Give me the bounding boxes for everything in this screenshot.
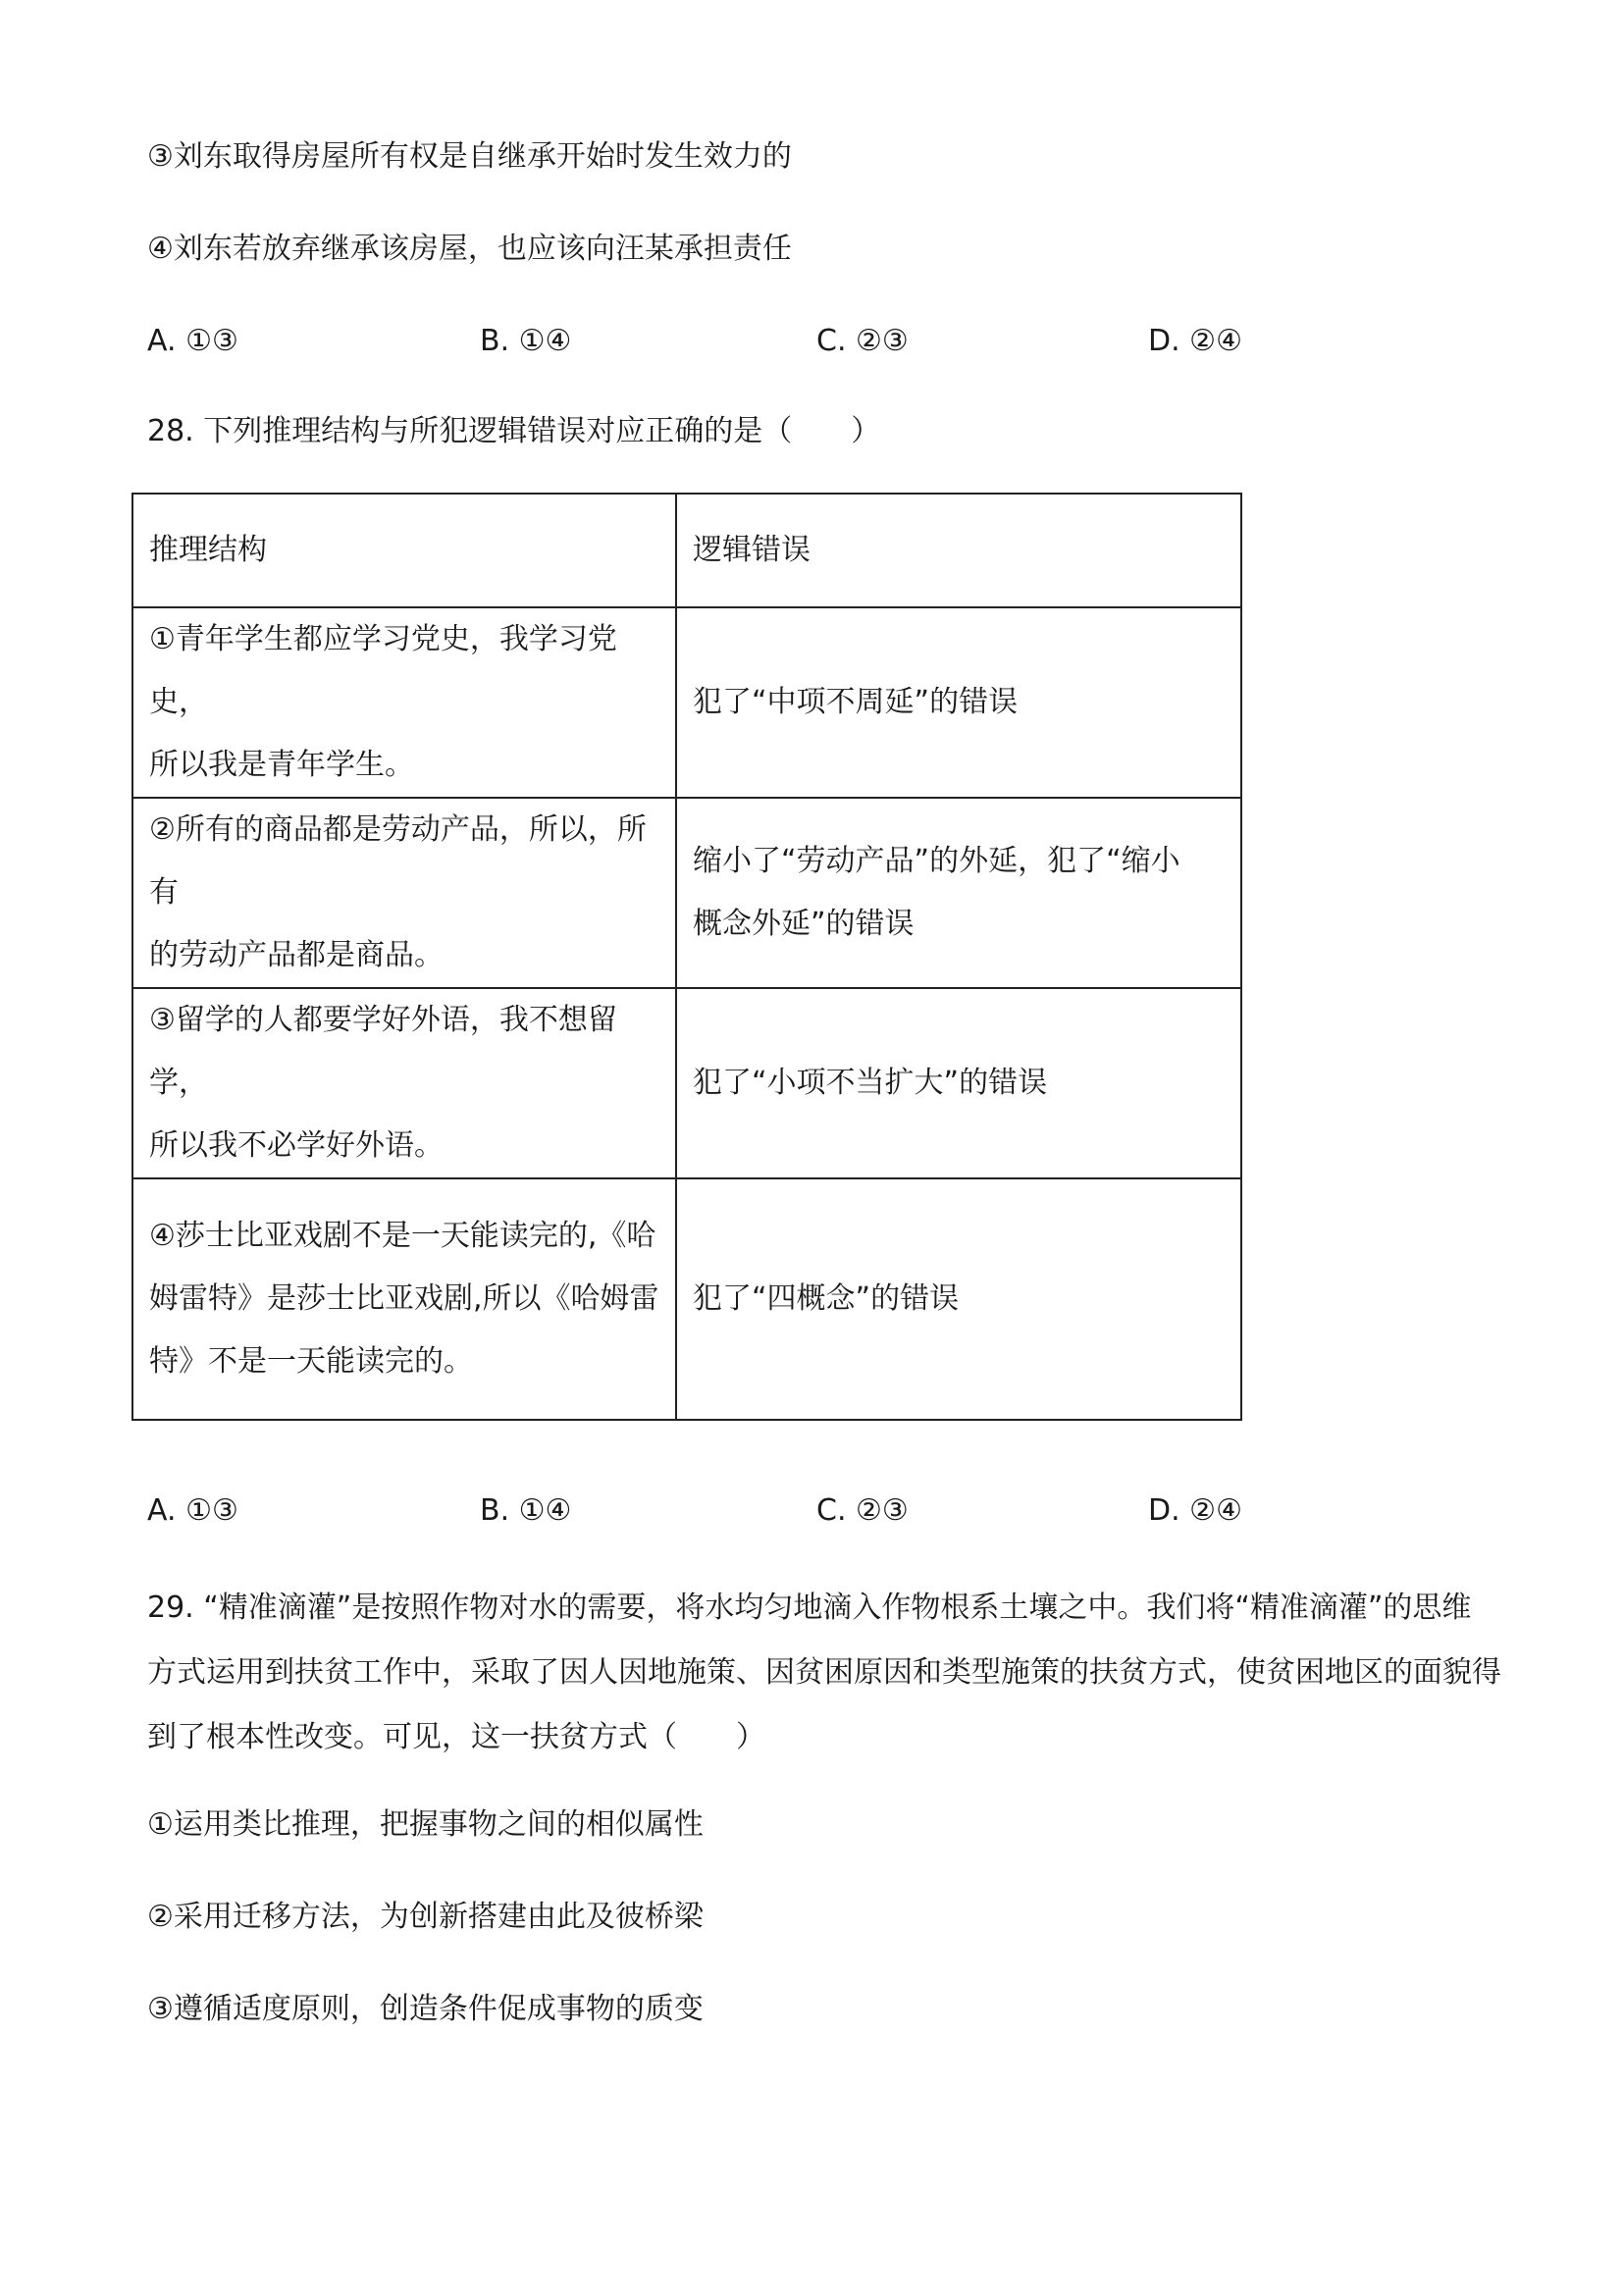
header-structure: 推理结构 (132, 494, 676, 607)
statement-4: ④刘东若放弃继承该房屋，也应该向汪某承担责任 (147, 232, 792, 266)
stem-line: 29. “精准滴灌”是按照作物对水的需要，将水均匀地滴入作物根系土壤之中。我们将“精准滴灌”的思维 (147, 1591, 1472, 1625)
cell-line: 概念外延”的错误 (693, 907, 915, 941)
cell-line: ③留学的人都要学好外语，我不想留学， (149, 1003, 617, 1100)
q28-options (147, 1491, 1325, 1531)
cell-line: 犯了“中项不周延”的错误 (693, 685, 1019, 719)
option-c: C. ②③ (816, 324, 909, 358)
statement-3: ③刘东取得房屋所有权是自继承开始时发生效力的 (147, 139, 792, 174)
option-d: D. ②④ (1148, 1493, 1242, 1528)
cell-line: ④莎士比亚戏剧不是一天能读完的,《哈 (149, 1219, 656, 1253)
table-header-row (132, 494, 1241, 607)
table-row (132, 607, 1241, 798)
option-b: B. ①④ (480, 1493, 572, 1528)
q29-statement-2: ②采用迁移方法，为创新搭建由此及彼桥梁 (147, 1900, 704, 1934)
option-b: B. ①④ (480, 324, 572, 358)
cell-line: 姆雷特》是莎士比亚戏剧,所以《哈姆雷 (149, 1281, 659, 1316)
table-row (132, 1178, 1241, 1420)
cell-line: ①青年学生都应学习党史，我学习党史， (149, 622, 617, 719)
q28-stem: 28. 下列推理结构与所犯逻辑错误对应正确的是（ ） (147, 414, 881, 448)
cell-line: 特》不是一天能读完的。 (149, 1344, 473, 1379)
option-c: C. ②③ (816, 1493, 909, 1528)
prev-question-options (147, 322, 1325, 361)
reasoning-table (131, 493, 1242, 1421)
error-cell (676, 988, 1241, 1178)
option-a: A. ①③ (147, 1493, 238, 1528)
q29-statement-3: ③遵循适度原则，创造条件促成事物的质变 (147, 1992, 704, 2026)
table-row (132, 798, 1241, 988)
option-a: A. ①③ (147, 324, 238, 358)
cell-line: 的劳动产品都是商品。 (149, 938, 444, 972)
table-row (132, 988, 1241, 1178)
error-cell (676, 607, 1241, 798)
stem-line: 到了根本性改变。可见，这一扶贫方式（ ） (147, 1720, 765, 1754)
cell-line: 缩小了“劳动产品”的外延，犯了“缩小 (693, 844, 1180, 878)
q29-stem (147, 1576, 1501, 1770)
structure-cell (132, 607, 676, 798)
cell-line: 犯了“四概念”的错误 (693, 1281, 960, 1316)
stem-line: 方式运用到扶贫工作中，采取了因人因地施策、因贫困原因和类型施策的扶贫方式，使贫困地区的面貌得 (147, 1655, 1501, 1690)
cell-line: 所以我不必学好外语。 (149, 1128, 444, 1163)
option-d: D. ②④ (1148, 324, 1242, 358)
error-cell (676, 1178, 1241, 1420)
cell-line: ②所有的商品都是劳动产品，所以，所有 (149, 812, 647, 910)
structure-cell (132, 988, 676, 1178)
structure-cell (132, 1178, 676, 1420)
cell-line: 所以我是青年学生。 (149, 748, 414, 782)
q29-statement-1: ①运用类比推理，把握事物之间的相似属性 (147, 1807, 704, 1842)
error-cell (676, 798, 1241, 988)
cell-line: 犯了“小项不当扩大”的错误 (693, 1066, 1048, 1100)
structure-cell (132, 798, 676, 988)
header-error: 逻辑错误 (676, 494, 1241, 607)
